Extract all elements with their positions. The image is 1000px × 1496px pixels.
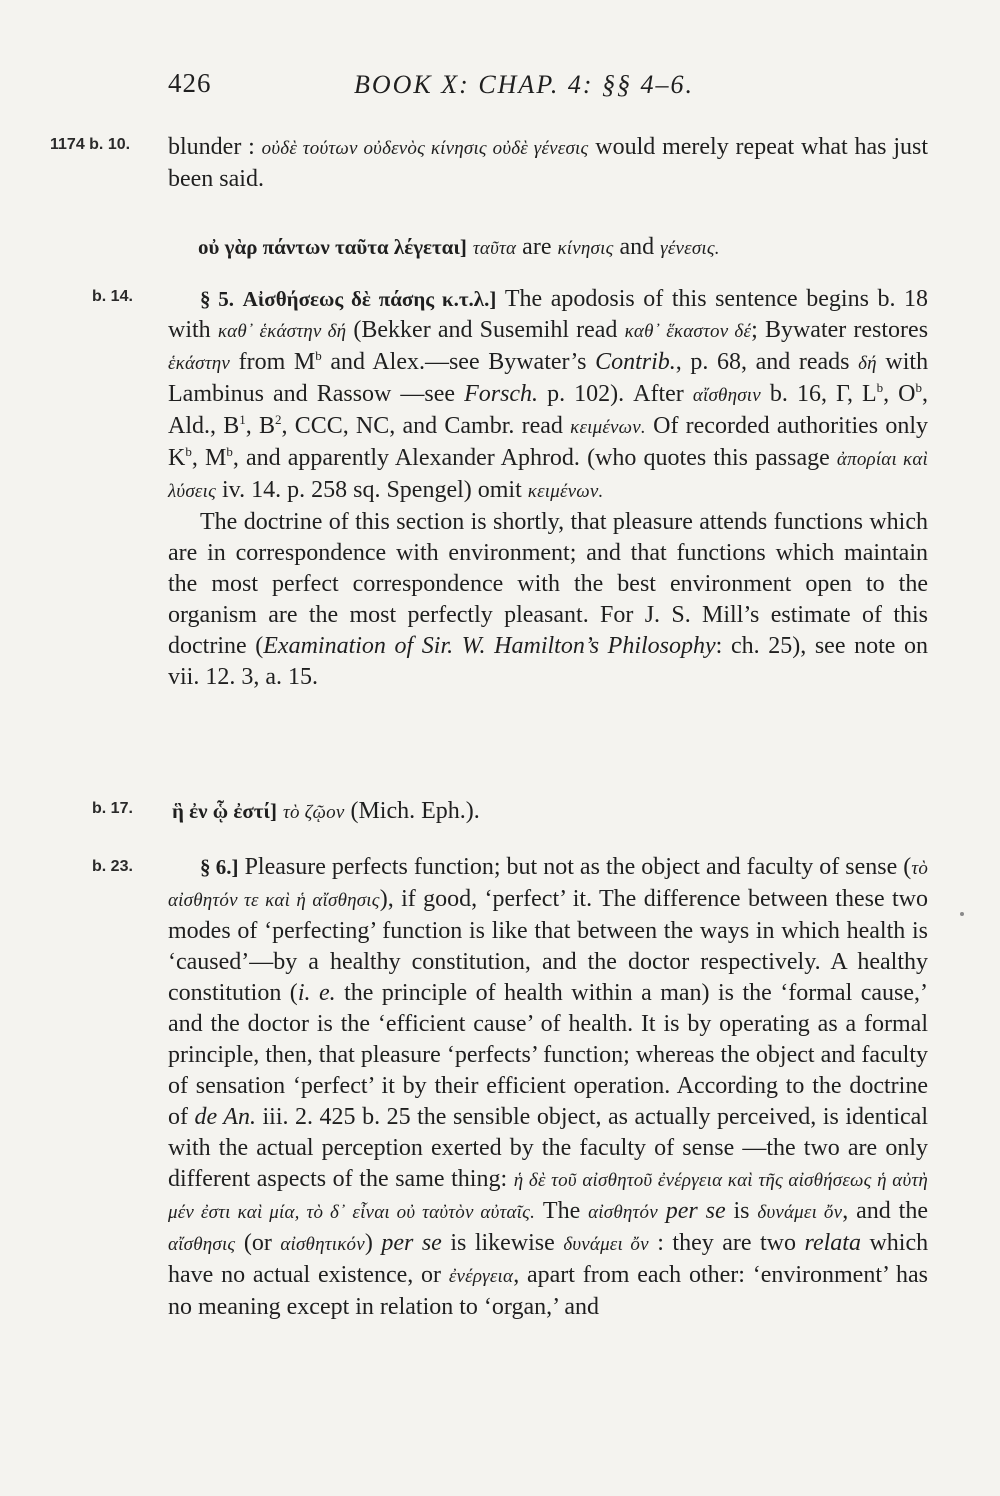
superscript: b bbox=[315, 348, 322, 363]
italic-phrase: per se bbox=[381, 1230, 442, 1256]
greek-word: γένεσις. bbox=[660, 238, 720, 259]
page-number: 426 bbox=[168, 68, 212, 98]
greek-lemma: Αἰσθήσεως δὲ πάσης κ.τ.λ.] bbox=[242, 287, 497, 311]
italic-title: Contrib. bbox=[595, 349, 676, 375]
note-text-span: p. 102). After bbox=[547, 381, 684, 407]
greek-word: αἴσθησις bbox=[168, 1234, 236, 1255]
superscript: b bbox=[185, 444, 192, 459]
greek-word: ἀπορίαι καὶ λύσεις bbox=[168, 449, 929, 502]
note-text-span: with Lambinus and Rassow —see bbox=[168, 349, 929, 407]
italic-title: Examination of Sir. W. Hamilton’s Philosophy bbox=[263, 633, 716, 659]
note-text-span: The apodosis of this sentence begins b. 18 with bbox=[168, 286, 929, 343]
line-reference: b. 23. bbox=[92, 858, 133, 875]
superscript: b bbox=[876, 380, 884, 395]
note-text-span: ), if good, ‘perfect’ it. The difference between these two modes of ‘perfecting’ function is like that between the ways in which health is ‘caused’—by a healthy constitution, and the doctor respectively. A healthy constitution ( bbox=[168, 886, 928, 1006]
greek-word: ἐνέργεια bbox=[448, 1266, 514, 1287]
greek-word: ἑκάστην bbox=[168, 353, 231, 374]
note-text-span: iii. 2. 425 b. 25 the sensible object, as actually perceived, is identical with the actual perception exerted by the faculty of sense —the two are only different aspects of the same thing: bbox=[168, 1104, 928, 1192]
note-text-span: from M bbox=[238, 349, 316, 375]
note-text-span: (Mich. Eph.). bbox=[350, 798, 480, 824]
note-text bbox=[198, 232, 898, 264]
note-text-span: and bbox=[619, 234, 655, 260]
greek-word: δυνάμει ὄν bbox=[563, 1234, 649, 1255]
superscript: 2 bbox=[274, 412, 282, 427]
note-text-span: ) bbox=[364, 1230, 373, 1256]
greek-word: κειμένων. bbox=[527, 481, 604, 502]
note-text bbox=[168, 132, 928, 195]
note-text-span: iv. 14. p. 258 sq. Spengel) omit bbox=[222, 477, 522, 503]
note-text bbox=[172, 796, 872, 828]
note-text-span: which have no actual existence, or bbox=[168, 1230, 929, 1288]
greek-word: κειμένων. bbox=[570, 417, 646, 438]
note-text-span: ; Bywater restores bbox=[751, 317, 929, 343]
greek-word: κίνησις bbox=[557, 238, 614, 259]
note-text-span: is bbox=[733, 1198, 750, 1224]
greek-word: αἰσθητικόν bbox=[280, 1234, 365, 1255]
note-text-span: Pleasure perfects function; but not as the object and faculty of sense ( bbox=[244, 854, 912, 880]
note-text-span: The bbox=[542, 1198, 581, 1224]
italic-title: de An. bbox=[194, 1104, 256, 1130]
line-reference: 1174 b. 10. bbox=[50, 136, 131, 153]
note-text-span: The doctrine of this section is shortly, that pleasure attends functions which are in correspondence with environment; and that functions which maintain the most perfect correspondence with the best environment open to the organism are the most perfectly pleasant. For J. S. Mill’s estimate of this doctrine ( bbox=[168, 509, 928, 659]
note-text-span: , CCC, NC, and Cambr. read bbox=[281, 413, 563, 439]
greek-quote: ἡ δὲ τοῦ αἰσθητοῦ ἐνέργεια καὶ τῆς αἰσθήσεως ἡ αὐτὴ μέν ἐστι καὶ μία, τὸ δ᾽ εἶναι οὐ ταὐτὸν αὐταῖς. bbox=[168, 1170, 929, 1223]
note-text-span: is likewise bbox=[450, 1230, 555, 1256]
section-mark: § 5. bbox=[200, 287, 235, 311]
note-text-span: , Ald., B bbox=[168, 381, 929, 439]
note-text-span: , and apparently Alexander Aphrod. (who quotes this passage bbox=[232, 445, 830, 471]
note-text-span: (or bbox=[243, 1230, 272, 1256]
greek-word: τὸ ζῷον bbox=[282, 802, 345, 823]
note-text-span: b. 16, Γ, L bbox=[769, 381, 877, 407]
note-text-span: Of recorded authorities only K bbox=[168, 413, 929, 471]
superscript: b bbox=[226, 444, 233, 459]
italic-abbrev: i. e. bbox=[297, 980, 336, 1006]
italic-phrase: per se bbox=[665, 1198, 726, 1224]
section-mark: § 6.] bbox=[200, 855, 239, 879]
greek-word: δή bbox=[858, 353, 877, 374]
line-reference: b. 14. bbox=[92, 288, 133, 305]
note-text-span: , O bbox=[883, 381, 916, 407]
paper-speck bbox=[960, 912, 964, 916]
note-text-span: blunder : bbox=[168, 134, 255, 160]
greek-word: τὸ αἰσθητόν τε καὶ ἡ αἴσθησις bbox=[168, 858, 929, 911]
superscript: b bbox=[915, 380, 923, 395]
note-text-span: , apart from each other: ‘environment’ has no meaning except in relation to ‘organ,’ and bbox=[168, 1262, 929, 1320]
greek-word: καθ᾽ ἑκάστην δή bbox=[217, 321, 347, 342]
note-text-span: the principle of health within a man) is the ‘formal cause,’ and the doctor is the ‘efficient cause’ of health. It is by operating as a formal principle, then, that pleasure ‘perfects’ function; whereas the object and faculty of sensation ‘perfect’ it by their efficient operation. According to the doctrine of bbox=[168, 980, 929, 1130]
italic-phrase: relata bbox=[804, 1230, 861, 1256]
note-text-span: , and the bbox=[842, 1198, 929, 1224]
note-text bbox=[168, 284, 928, 693]
greek-lemma: οὐ γὰρ πάντων ταῦτα λέγεται] bbox=[198, 235, 467, 259]
running-head bbox=[168, 68, 928, 108]
note-text bbox=[168, 852, 928, 1323]
greek-quote: οὐδὲ τούτων οὐδενὸς κίνησις οὐδὲ γένεσις bbox=[261, 138, 589, 159]
greek-word: αἴσθησιν bbox=[692, 385, 761, 406]
greek-word: ταῦτα bbox=[472, 238, 517, 259]
italic-title: Forsch. bbox=[464, 381, 539, 407]
note-text-span: : ch. 25), see note on vii. 12. 3, a. 15. bbox=[168, 633, 929, 690]
greek-lemma: ἣ ἐν ᾧ ἐστί] bbox=[172, 799, 277, 823]
note-text-span: , B bbox=[245, 413, 275, 439]
note-text-span: , p. 68, and reads bbox=[675, 349, 850, 375]
line-reference: b. 17. bbox=[92, 800, 133, 817]
superscript: 1 bbox=[239, 412, 246, 427]
greek-word: καθ᾽ ἕκαστον δέ bbox=[624, 321, 752, 342]
note-text-span: : they are two bbox=[657, 1230, 796, 1256]
note-text-span: and Alex.—see Bywater’s bbox=[330, 349, 587, 375]
chapter-heading: BOOK X: CHAP. 4: §§ 4–6. bbox=[354, 70, 695, 99]
note-text-span: would merely repeat what has just been said. bbox=[168, 134, 929, 192]
greek-word: δυνάμει ὄν bbox=[757, 1202, 843, 1223]
note-text-span: are bbox=[522, 234, 552, 260]
greek-word: αἰσθητόν bbox=[588, 1202, 658, 1223]
note-text-span: , M bbox=[191, 445, 227, 471]
note-text-span: (Bekker and Susemihl read bbox=[353, 317, 618, 343]
